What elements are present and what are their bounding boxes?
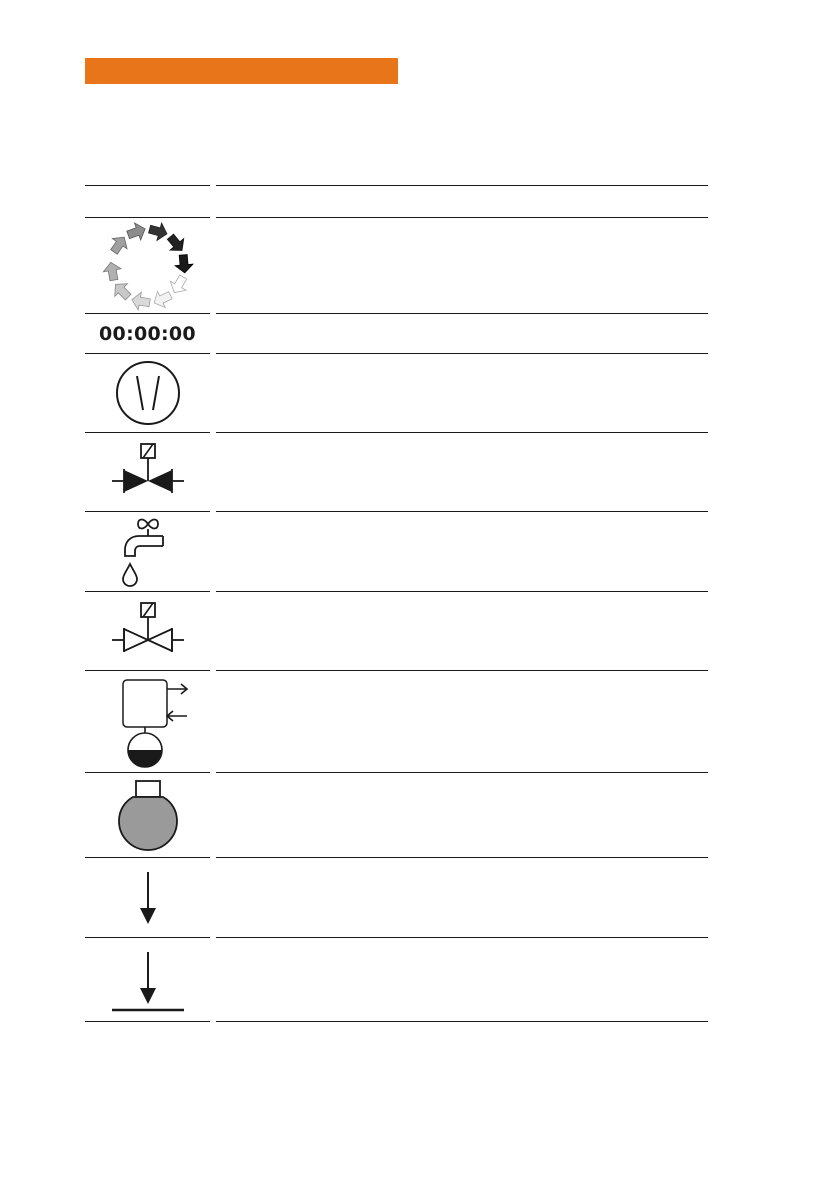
symbol-row-arrow-down — [85, 858, 210, 937]
symbol-row-valve-closed — [85, 433, 210, 511]
arrow-down-icon — [128, 868, 168, 928]
row-rule-right — [216, 313, 708, 314]
cycle-arrows-icon — [98, 221, 198, 311]
arrow-down-to-line-icon — [108, 946, 188, 1014]
solenoid-valve-open-icon — [108, 600, 188, 662]
symbol-row-valve-open — [85, 592, 210, 670]
row-rule-right — [216, 217, 708, 218]
symbol-row-cycle — [85, 218, 210, 313]
table-top-rule-left — [85, 185, 210, 186]
table-top-rule-right — [216, 185, 708, 186]
row-rule-right — [216, 772, 708, 773]
row-rule-right — [216, 591, 708, 592]
row-rule-right — [216, 432, 708, 433]
symbol-row-gauge — [85, 354, 210, 432]
symbol-row-tap — [85, 512, 210, 591]
symbol-row-timer — [85, 314, 210, 353]
row-rule-right — [216, 353, 708, 354]
controller-tank-icon — [103, 674, 193, 770]
row-rule-right — [216, 857, 708, 858]
symbol-row-reservoir — [85, 773, 210, 857]
solenoid-valve-closed-icon — [108, 441, 188, 503]
timer-display: 00:00:00 — [99, 322, 196, 345]
water-tap-icon — [113, 516, 183, 588]
row-rule-right — [216, 937, 708, 938]
symbol-row-controller-tank — [85, 671, 210, 772]
row-rule-right — [216, 670, 708, 671]
table-bottom-rule-right — [216, 1021, 708, 1022]
table-bottom-rule-left — [85, 1021, 210, 1022]
gauge-icon — [113, 358, 183, 428]
row-rule-right — [216, 511, 708, 512]
reservoir-flask-icon — [113, 777, 183, 853]
symbol-row-arrow-down-line — [85, 938, 210, 1021]
section-header-bar — [85, 58, 398, 84]
